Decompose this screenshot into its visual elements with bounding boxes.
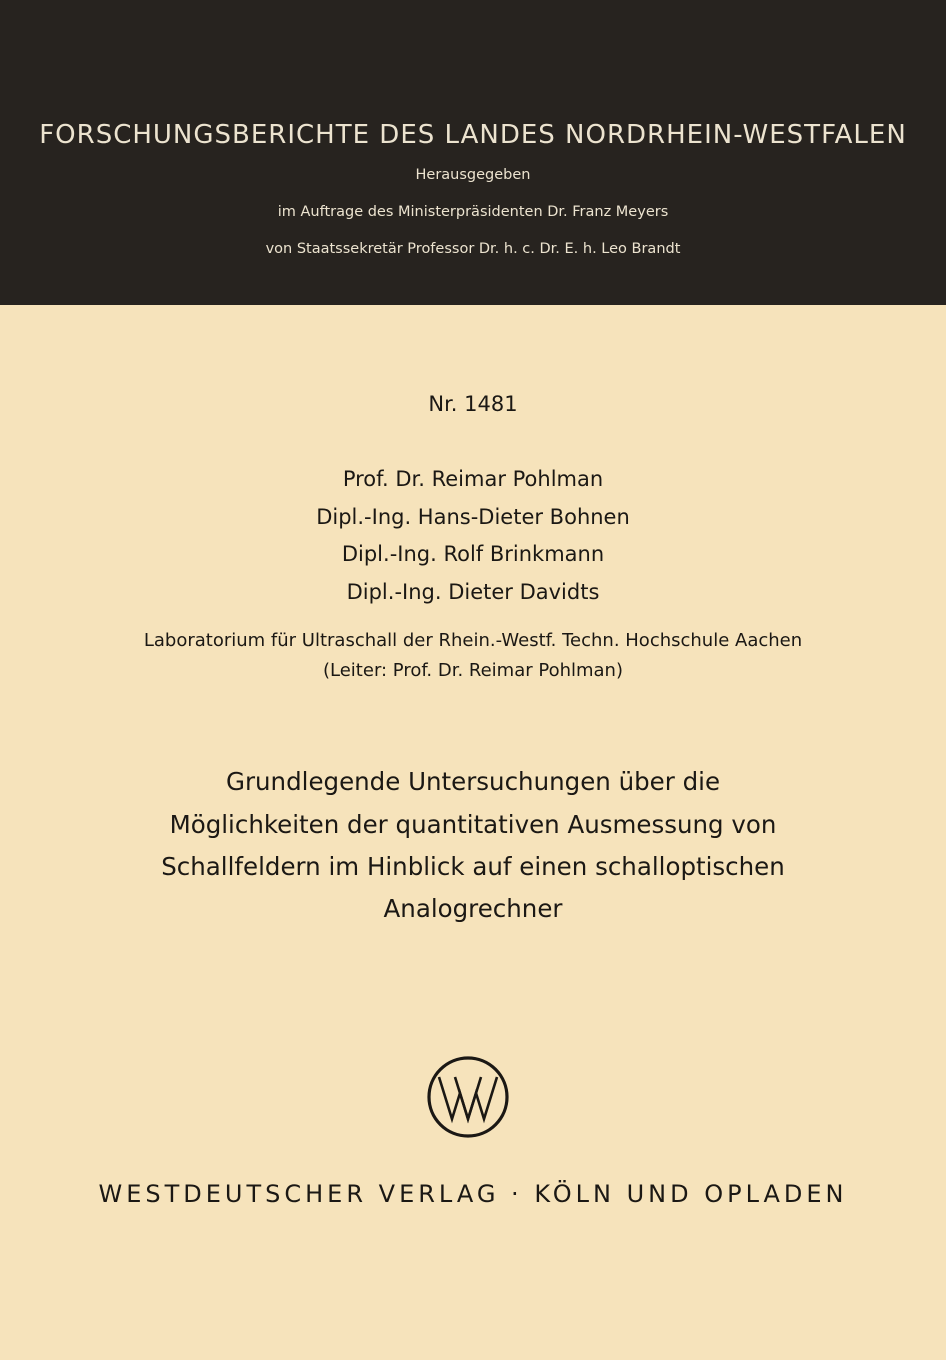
book-title-line: Analogrechner [383, 894, 563, 923]
publisher-line: WESTDEUTSCHER VERLAG · KÖLN UND OPLADEN [98, 1180, 848, 1208]
institution-head: (Leiter: Prof. Dr. Reimar Pohlman) [323, 660, 623, 681]
header-line-commission: im Auftrage des Ministerpräsidenten Dr. Franz Meyers [277, 204, 669, 220]
institution-name: Laboratorium für Ultraschall der Rhein.-Westf. Techn. Hochschule Aachen [143, 630, 803, 651]
book-title-line: Grundlegende Untersuchungen über die [225, 767, 721, 796]
author-name: Dipl.-Ing. Dieter Davidts [346, 580, 600, 604]
wv-circle-logo-icon [426, 1055, 510, 1139]
book-title-line: Möglichkeiten der quantitativen Ausmessung von [169, 810, 777, 839]
author-name: Prof. Dr. Reimar Pohlman [342, 467, 604, 491]
report-number: Nr. 1481 [428, 392, 518, 416]
author-name: Dipl.-Ing. Hans-Dieter Bohnen [316, 505, 630, 529]
header-line-secretary: von Staatssekretär Professor Dr. h. c. Dr. E. h. Leo Brandt [265, 241, 681, 257]
header-line-editor: Herausgegeben [415, 167, 531, 183]
series-title: FORSCHUNGSBERICHTE DES LANDES NORDRHEIN-WESTFALEN [39, 120, 907, 150]
header-band [0, 0, 946, 305]
author-name: Dipl.-Ing. Rolf Brinkmann [341, 542, 605, 566]
book-title-line: Schallfeldern im Hinblick auf einen schalloptischen [161, 852, 785, 881]
